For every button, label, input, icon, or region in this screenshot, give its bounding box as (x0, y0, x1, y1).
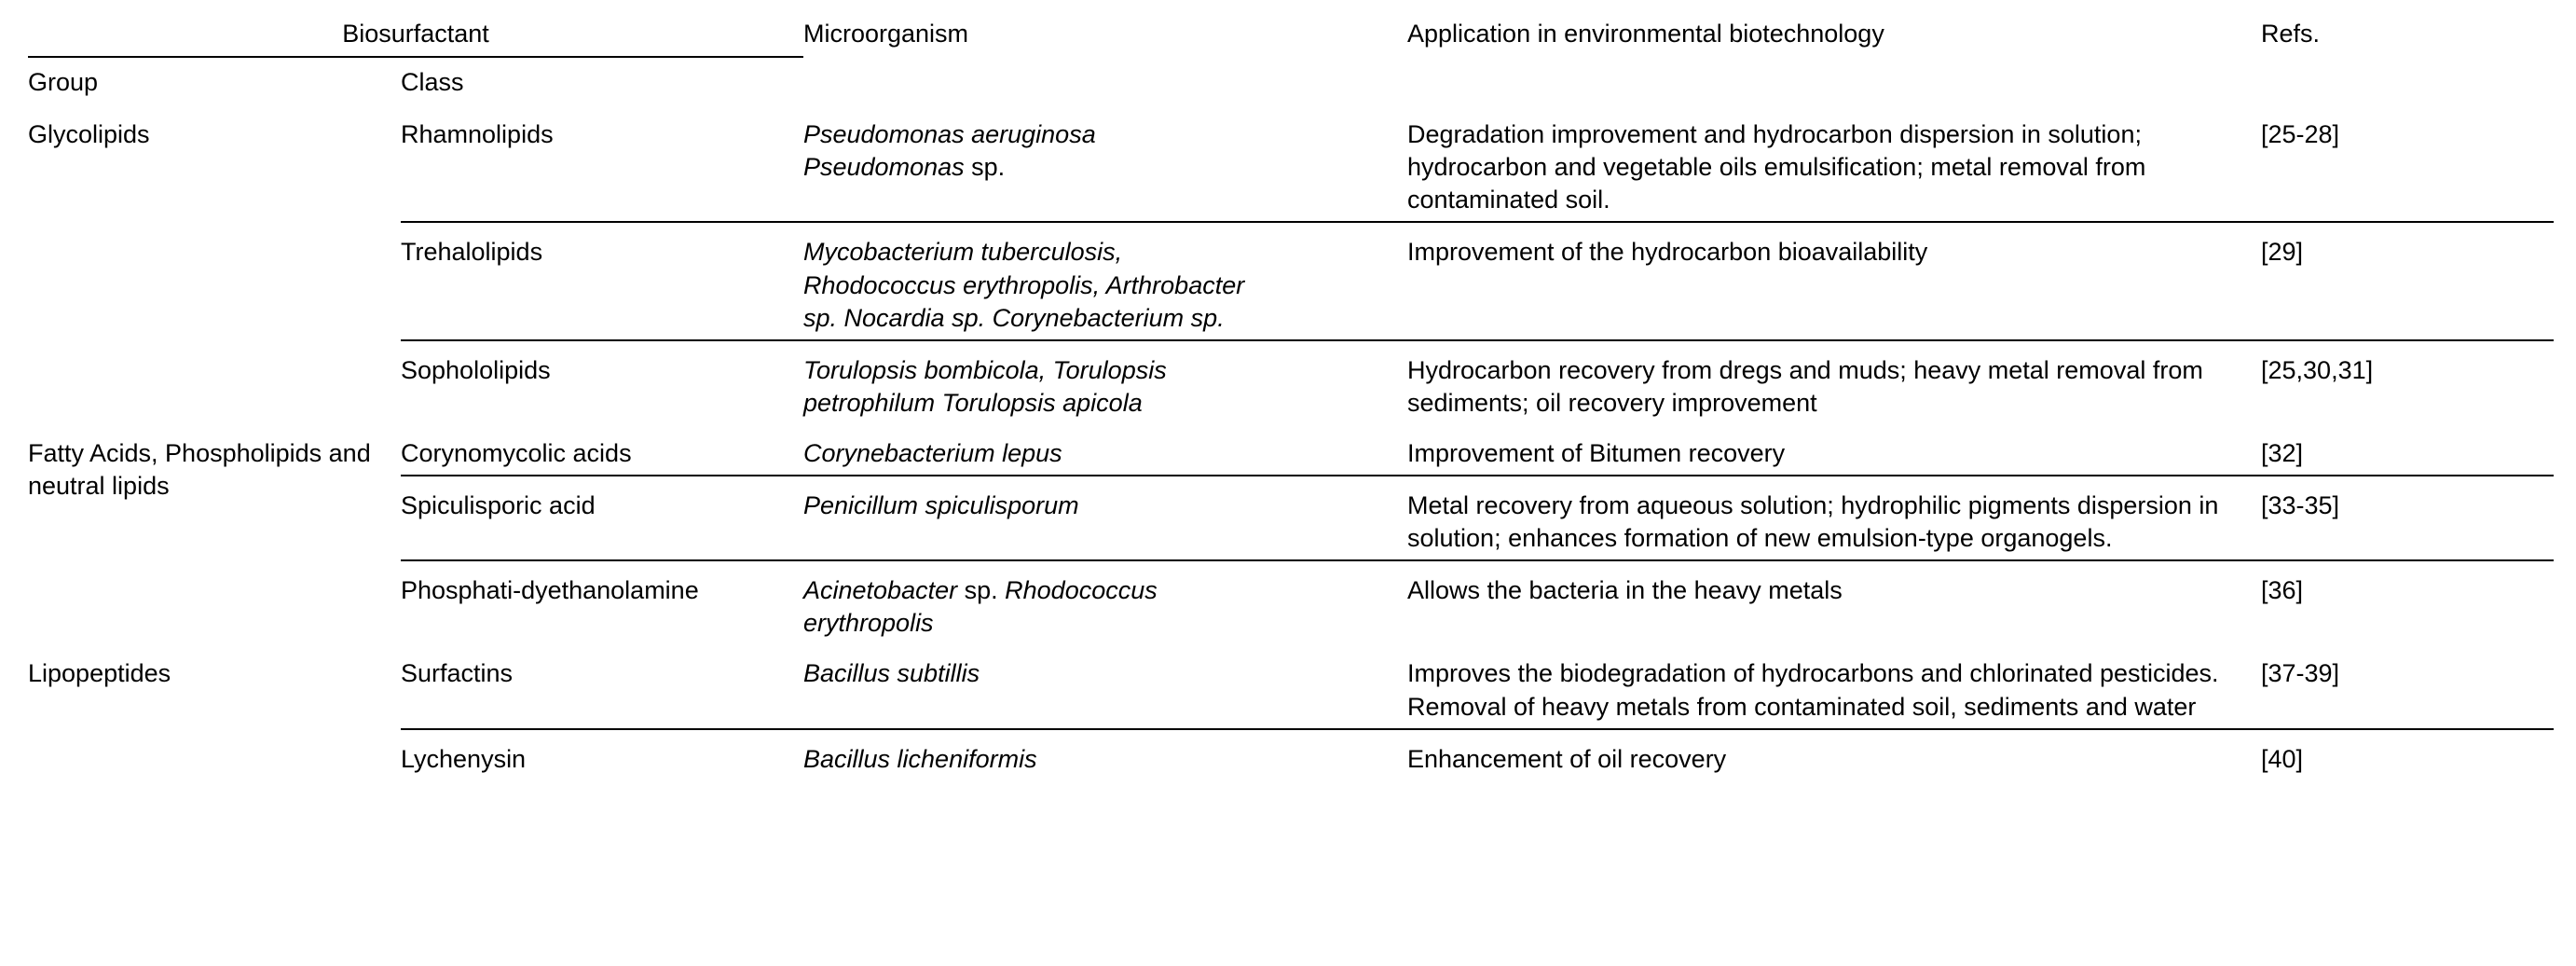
rule-segment (2261, 780, 2554, 784)
rule-segment (1407, 729, 2261, 737)
rule-segment (803, 729, 1407, 737)
rule-segment (803, 222, 1407, 229)
rule-segment (401, 222, 803, 229)
cell-group: Lipopeptides (28, 659, 171, 688)
rule-bottom (28, 780, 2554, 784)
table-row (28, 431, 2554, 476)
cell-microorganism (803, 229, 1407, 339)
rule-subrow (28, 340, 2554, 348)
header-biosurfactant: Biosurfactant (342, 20, 489, 48)
rule-segment (401, 105, 803, 112)
rule-segment (2261, 644, 2554, 651)
rule-segment (803, 476, 1407, 483)
microorganism-qualifier: sp. (964, 576, 1006, 605)
microorganism-name: Rhodococcus (1005, 576, 1158, 605)
cell-microorganism (803, 568, 1407, 644)
rule-segment (28, 57, 401, 63)
cell-refs: [29] (2261, 238, 2304, 267)
header-row-primary (28, 13, 2554, 57)
cell-refs: [33-35] (2261, 491, 2340, 520)
biosurfactant-table (28, 7, 2554, 784)
rule-segment (2261, 222, 2554, 229)
cell-refs: [25-28] (2261, 120, 2340, 149)
table-row (28, 348, 2554, 424)
header-group: Group (28, 68, 99, 97)
cell-class: Surfactins (401, 659, 514, 688)
rule-segment (1407, 560, 2261, 568)
cell-microorganism (803, 112, 1407, 222)
microorganism-name: petrophilum Torulopsis apicola (803, 388, 1143, 417)
rule-segment (1407, 424, 2261, 431)
microorganism-name: Pseudomonas aeruginosa (803, 120, 1096, 149)
cell-refs: [25,30,31] (2261, 355, 2374, 384)
cell-refs: [37-39] (2261, 659, 2340, 688)
header-microorganism: Microorganism (803, 20, 969, 48)
cell-class: Phosphati-dyethanolamine (401, 576, 699, 605)
microorganism-name: Mycobacterium tuberculosis, (803, 238, 1123, 267)
rule-segment (1407, 222, 2261, 229)
microorganism-name: Acinetobacter (803, 576, 965, 605)
cell-microorganism (803, 651, 1407, 728)
cell-application: Improvement of the hydrocarbon bioavailability (1407, 238, 1928, 267)
rule-segment (1407, 476, 2261, 483)
rule-segment (803, 105, 1407, 112)
cell-application: Improvement of Bitumen recovery (1407, 438, 1786, 467)
rule-segment (803, 644, 1407, 651)
cell-microorganism (803, 737, 1407, 780)
cell-group: Fatty Acids, Phospholipids and neutral lipids (28, 438, 371, 501)
microorganism-name: Torulopsis bombicola, Torulopsis (803, 355, 1167, 384)
cell-class: Corynomycolic acids (401, 438, 632, 467)
rule-segment (1407, 780, 2261, 784)
cell-application: Allows the bacteria in the heavy metals (1407, 576, 1843, 605)
rule-segment (1407, 105, 2261, 112)
rule-segment (401, 644, 803, 651)
rule-segment (401, 57, 803, 63)
rule-subrow (28, 476, 2554, 483)
rule-segment (401, 424, 803, 431)
table-row (28, 568, 2554, 644)
rule-header-bottom (28, 105, 2554, 112)
rule-segment (2261, 560, 2554, 568)
rule-segment (401, 476, 803, 483)
rule-segment (2261, 424, 2554, 431)
cell-application: Improves the biodegradation of hydrocarbons and chlorinated pesticides. Removal of heavy metals from contaminated soil, sediments and water (1407, 659, 2219, 721)
microorganism-name: Bacillus subtillis (803, 659, 980, 688)
cell-application: Metal recovery from aqueous solution; hydrophilic pigments dispersion in solution; enhances formation of new emulsion-type organogels. (1407, 491, 2219, 553)
rule-segment (2261, 476, 2554, 483)
rule-subrow (28, 560, 2554, 568)
rule-segment (803, 340, 1407, 348)
rule-segment (28, 424, 401, 431)
rule-segment (1407, 644, 2261, 651)
rule-segment (2261, 105, 2554, 112)
rule-section (28, 644, 2554, 651)
cell-microorganism (803, 483, 1407, 560)
microorganism-name: Rhodococcus erythropolis, Arthrobacter (803, 270, 1245, 299)
header-refs: Refs. (2261, 20, 2321, 48)
header-class: Class (401, 68, 464, 97)
rule-segment (401, 780, 803, 784)
microorganism-name: sp. Nocardia sp. Corynebacterium sp. (803, 303, 1225, 332)
rule-segment (28, 644, 401, 651)
table-row (28, 112, 2554, 222)
cell-application: Degradation improvement and hydrocarbon dispersion in solution; hydrocarbon and vegetable oils emulsification; metal removal from contaminated soil. (1407, 120, 2146, 214)
rule-segment (2261, 729, 2554, 737)
rule-segment (28, 105, 401, 112)
table-row (28, 483, 2554, 560)
cell-class: Lychenysin (401, 744, 527, 773)
cell-application: Hydrocarbon recovery from dregs and muds; heavy metal removal from sediments; oil recovery improvement (1407, 355, 2203, 417)
header-application: Application in environmental biotechnology (1407, 20, 1884, 48)
cell-microorganism (803, 348, 1407, 424)
table-row (28, 651, 2554, 728)
rule-segment (803, 560, 1407, 568)
microorganism-name: Penicillum spiculisporum (803, 491, 1079, 520)
cell-application: Enhancement of oil recovery (1407, 744, 1727, 773)
rule-segment (803, 780, 1407, 784)
microorganism-name: Bacillus licheniformis (803, 744, 1037, 773)
microorganism-name: Corynebacterium lepus (803, 438, 1062, 467)
table-row (28, 737, 2554, 780)
rule-subrow (28, 729, 2554, 737)
rule-segment (1407, 340, 2261, 348)
rule-segment (401, 560, 803, 568)
rule-segment (803, 424, 1407, 431)
cell-microorganism (803, 431, 1407, 476)
cell-class: Sophololipids (401, 355, 551, 384)
cell-refs: [32] (2261, 438, 2304, 467)
rule-segment (28, 780, 401, 784)
table-row (28, 229, 2554, 339)
rule-segment (401, 729, 803, 737)
microorganism-name: Pseudomonas (803, 153, 972, 182)
cell-class: Spiculisporic acid (401, 491, 596, 520)
rule-segment (401, 340, 803, 348)
rule-section (28, 424, 2554, 431)
cell-refs: [36] (2261, 576, 2304, 605)
microorganism-name: erythropolis (803, 609, 934, 638)
microorganism-qualifier: sp. (971, 153, 1006, 182)
cell-group: Glycolipids (28, 120, 150, 149)
rule-subrow (28, 222, 2554, 229)
rule-segment (2261, 340, 2554, 348)
cell-refs: [40] (2261, 744, 2304, 773)
cell-class: Trehalolipids (401, 238, 543, 267)
table-body (28, 7, 2554, 784)
cell-class: Rhamnolipids (401, 120, 554, 149)
